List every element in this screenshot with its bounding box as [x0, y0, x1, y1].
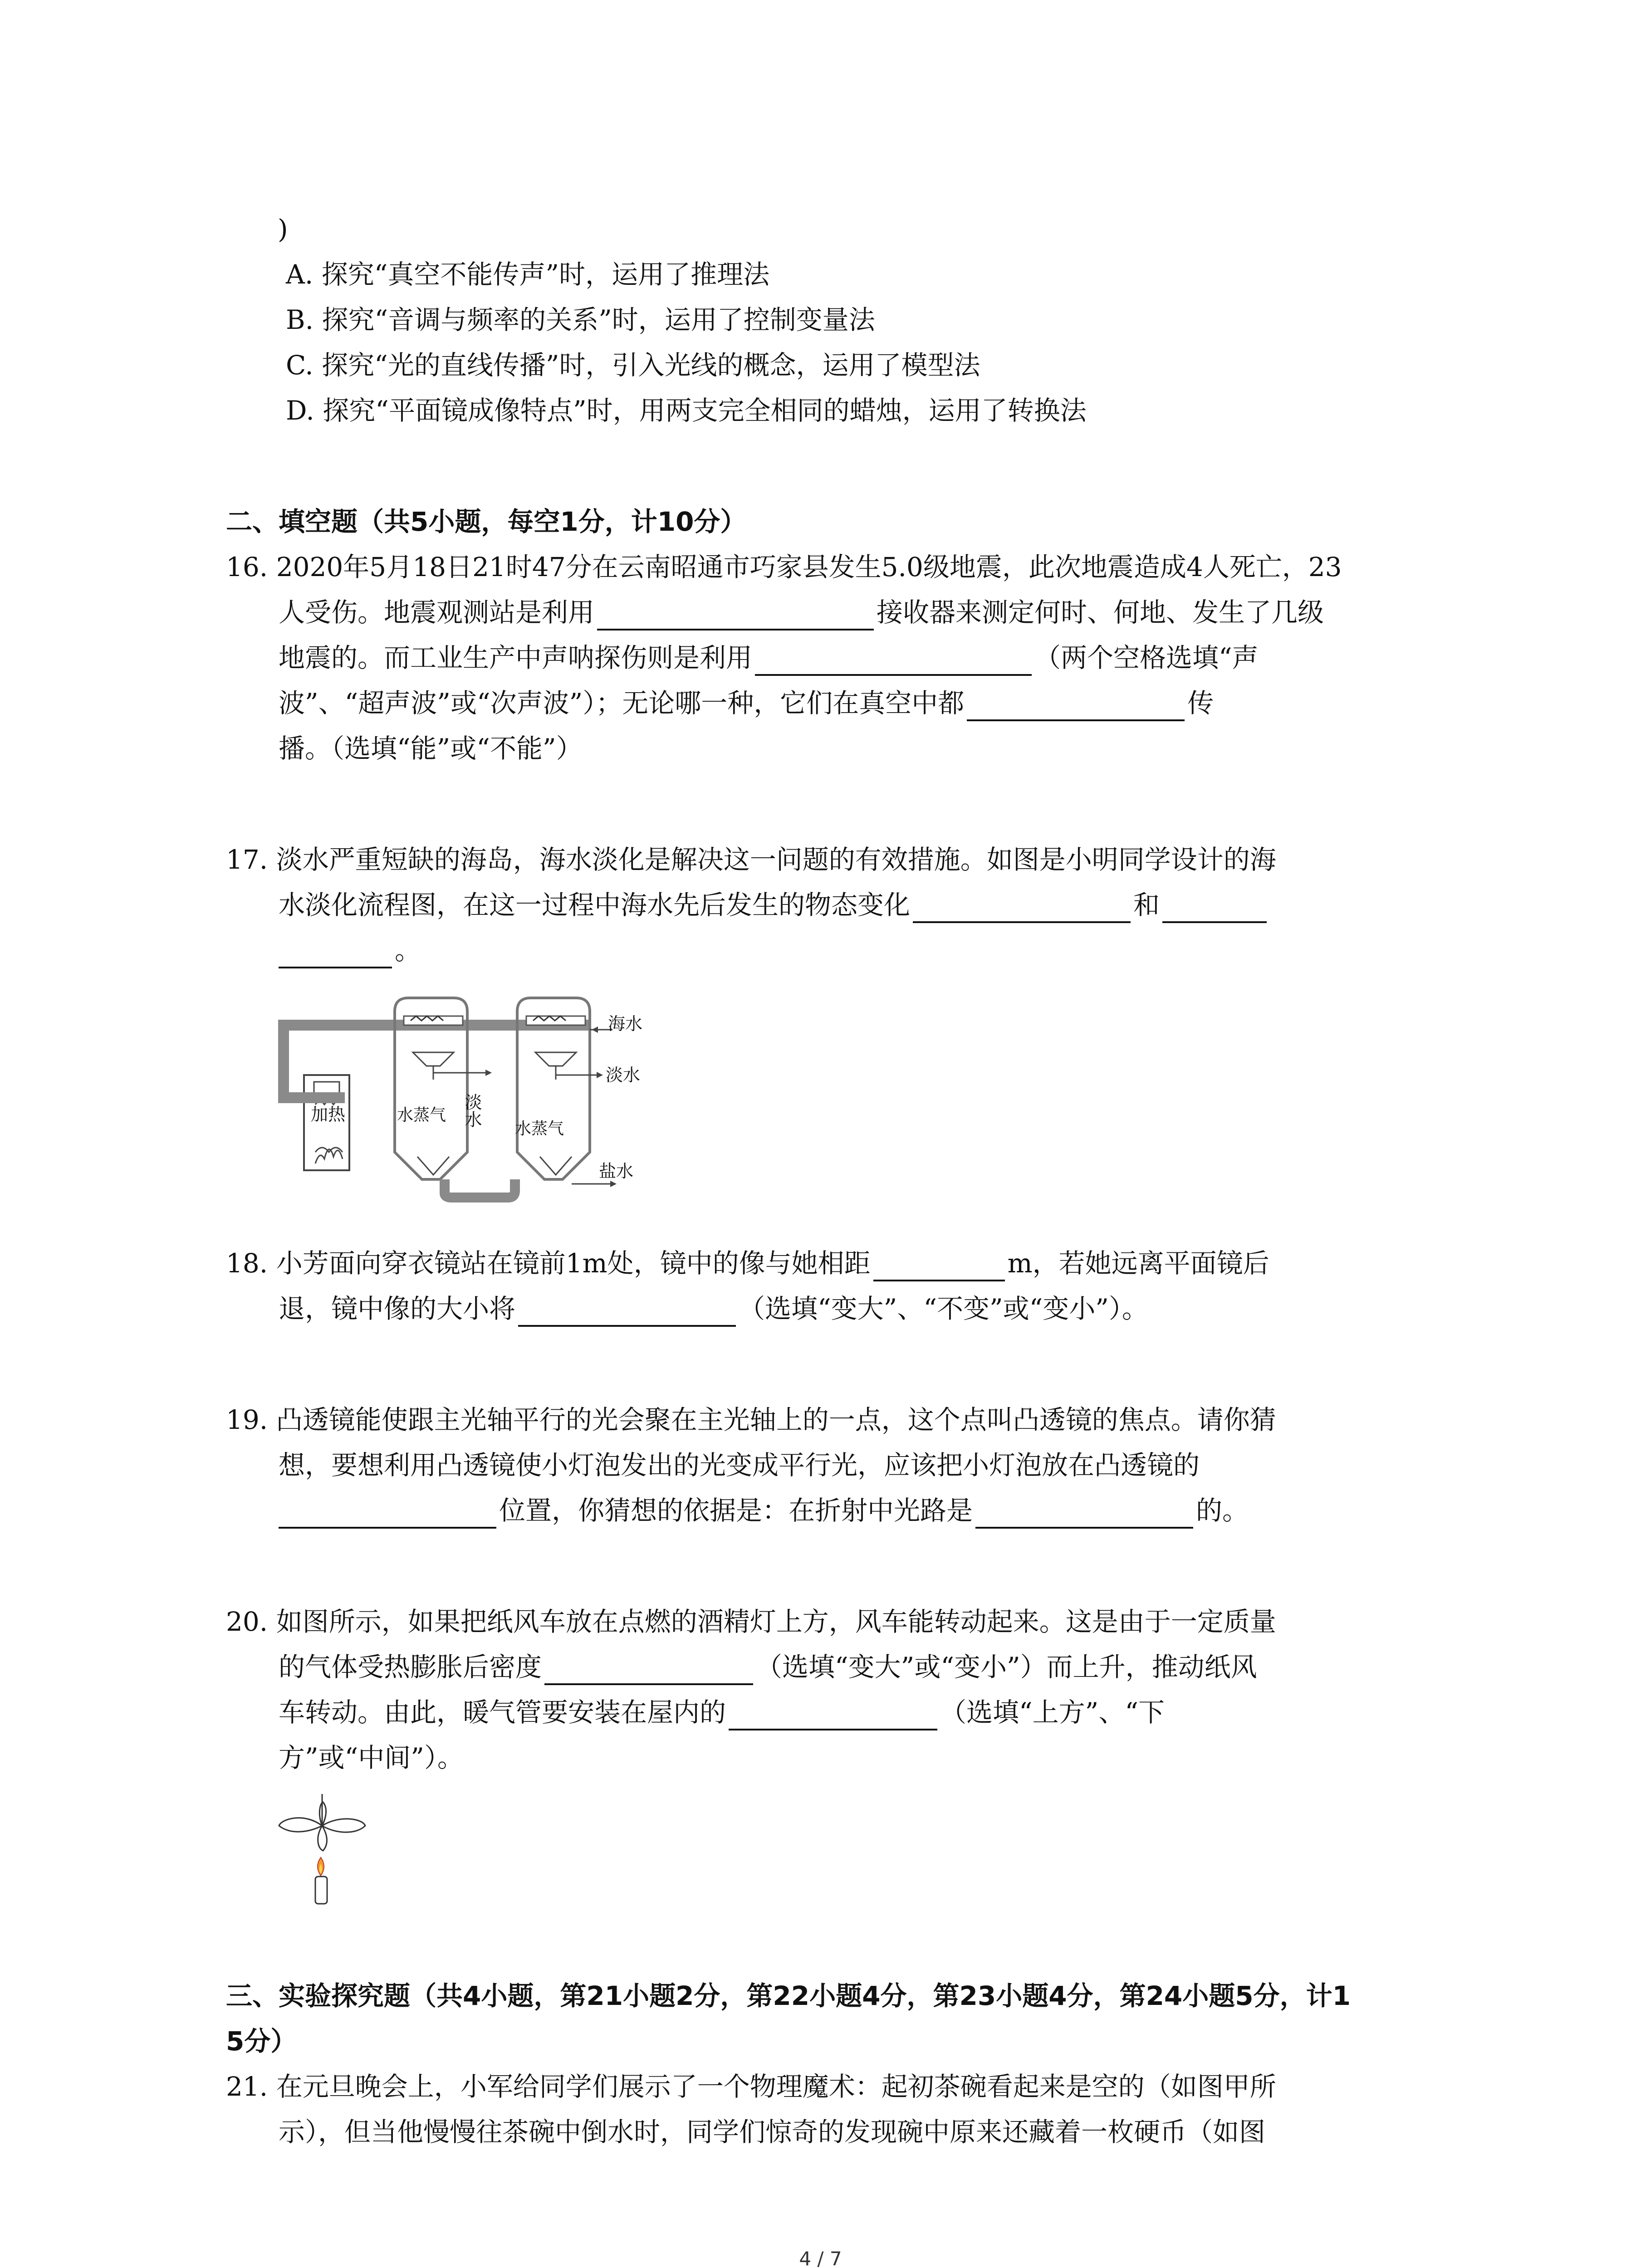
pinwheel-lamp-figure — [272, 1794, 417, 1930]
q20-text: 的气体受热膨胀后密度 — [279, 1652, 542, 1682]
q18-text: 小芳面向穿衣镜站在镜前1m处，镜中的像与她相距 — [276, 1248, 871, 1279]
question-number: 16. — [226, 552, 268, 582]
q20-text: （选填“变大”或“变小”）而上升，推动纸风 — [756, 1652, 1257, 1682]
answer-blank[interactable] — [873, 1251, 1005, 1281]
question-number: 21. — [226, 2071, 268, 2102]
q20-text: 车转动。由此，暖气管要安装在屋内的 — [279, 1697, 726, 1728]
q16-line-5: 播。（选填“能”或“不能”） — [279, 733, 583, 764]
q16-line-3 — [279, 640, 1259, 676]
q16-text: 接收器来测定何时、何地、发生了几级 — [877, 597, 1324, 628]
q19-text: 位置，你猜想的依据是：在折射中光路是 — [499, 1495, 973, 1526]
label-vapor-2: 水蒸气 — [515, 1119, 564, 1138]
q21-line-1 — [226, 2068, 1276, 2105]
label-brine: 盐水 — [599, 1161, 634, 1181]
q18-text: 退，镜中像的大小将 — [279, 1293, 516, 1324]
q17-text: 和 — [1133, 890, 1160, 920]
label-heating: 加热 — [311, 1105, 346, 1124]
option-c: C. 探究“光的直线传播”时，引入光线的概念，运用了模型法 — [286, 350, 980, 381]
q19-line-3 — [279, 1492, 1249, 1529]
q16-text: （两个空格选填“声 — [1034, 642, 1259, 673]
answer-blank[interactable] — [913, 893, 1131, 923]
answer-blank[interactable] — [729, 1701, 937, 1730]
q17-text: 水淡化流程图，在这一过程中海水先后发生的物态变化 — [279, 890, 911, 920]
q19-line-2: 想，要想利用凸透镜使小灯泡发出的光变成平行光，应该把小灯泡放在凸透镜的 — [279, 1450, 1200, 1481]
answer-blank[interactable] — [755, 646, 1032, 676]
q16-line-4 — [279, 685, 1214, 721]
q17-line-2 — [279, 887, 1269, 923]
q16-line-2 — [279, 594, 1324, 631]
answer-blank[interactable] — [279, 1499, 496, 1529]
q19-text: 的。 — [1196, 1495, 1249, 1526]
label-freshwater: 淡水 — [606, 1065, 641, 1085]
question-number: 19. — [226, 1404, 268, 1435]
section-2-title: 二、填空题（共5小题，每空1分，计10分） — [226, 506, 747, 537]
option-a: A. 探究“真空不能传声”时，运用了推理法 — [286, 259, 770, 290]
q18-line-2 — [279, 1290, 1148, 1327]
answer-blank[interactable] — [975, 1499, 1193, 1529]
q16-text: 人受伤。地震观测站是利用 — [279, 597, 595, 628]
answer-blank[interactable] — [279, 938, 392, 968]
q20-line-3 — [279, 1694, 1165, 1730]
q19-text: 凸透镜能使跟主光轴平行的光会聚在主光轴上的一点，这个点叫凸透镜的焦点。请你猜 — [276, 1404, 1276, 1435]
q16-text: 2020年5月18日21时47分在云南昭通市巧家县发生5.0级地震，此次地震造成4人死亡，23 — [276, 552, 1342, 582]
label-seawater: 海水 — [608, 1014, 643, 1034]
question-number: 17. — [226, 844, 268, 875]
q18-text: （选填“变大”、“不变”或“变小”）。 — [739, 1293, 1148, 1324]
desalination-diagram — [272, 984, 681, 1211]
q16-text: 波”、“超声波”或“次声波”）；无论哪一种，它们在真空中都 — [279, 688, 965, 719]
prev-question-close-paren: ) — [278, 214, 288, 244]
q16-text: 传 — [1187, 688, 1214, 719]
q20-line-1 — [226, 1603, 1276, 1640]
q16-text: 地震的。而工业生产中声呐探伤则是利用 — [279, 642, 753, 673]
page-number: 4 / 7 — [799, 2248, 842, 2268]
answer-blank[interactable] — [518, 1297, 736, 1327]
q20-line-4: 方”或“中间”）。 — [279, 1742, 464, 1773]
answer-blank[interactable] — [1162, 893, 1267, 923]
question-number: 20. — [226, 1606, 268, 1637]
q17-text: 。 — [395, 935, 421, 966]
q17-line-1 — [226, 841, 1276, 878]
label-freshwater-vertical: 淡水 — [462, 1093, 482, 1128]
q21-text: 在元旦晚会上，小军给同学们展示了一个物理魔术：起初茶碗看起来是空的（如图甲所 — [276, 2071, 1276, 2102]
q19-line-1 — [226, 1402, 1276, 1438]
option-b: B. 探究“音调与频率的关系”时，运用了控制变量法 — [286, 304, 875, 335]
option-d: D. 探究“平面镜成像特点”时，用两支完全相同的蜡烛，运用了转换法 — [286, 395, 1087, 426]
q20-text: （选填“上方”、“下 — [940, 1697, 1165, 1728]
label-vapor-1: 水蒸气 — [397, 1106, 446, 1124]
q18-text: m，若她远离平面镜后 — [1007, 1248, 1269, 1279]
section-3-title-line-2: 5分） — [226, 2026, 297, 2057]
q21-line-2: 示），但当他慢慢往茶碗中倒水时，同学们惊奇的发现碗中原来还藏着一枚硬币（如图 — [279, 2116, 1266, 2147]
q18-line-1 — [226, 1245, 1269, 1281]
answer-blank[interactable] — [597, 601, 874, 631]
answer-blank[interactable] — [544, 1655, 753, 1685]
q20-text: 如图所示，如果把纸风车放在点燃的酒精灯上方，风车能转动起来。这是由于一定质量 — [276, 1606, 1276, 1637]
q16-line-1 — [226, 549, 1342, 585]
q17-line-3 — [279, 932, 421, 968]
q17-text: 淡水严重短缺的海岛，海水淡化是解决这一问题的有效措施。如图是小明同学设计的海 — [276, 844, 1276, 875]
question-number: 18. — [226, 1248, 268, 1279]
q20-line-2 — [279, 1649, 1257, 1685]
answer-blank[interactable] — [967, 691, 1185, 721]
section-3-title-line-1: 三、实验探究题（共4小题，第21小题2分，第22小题4分，第23小题4分，第24小题5分，计1 — [226, 1980, 1351, 2011]
